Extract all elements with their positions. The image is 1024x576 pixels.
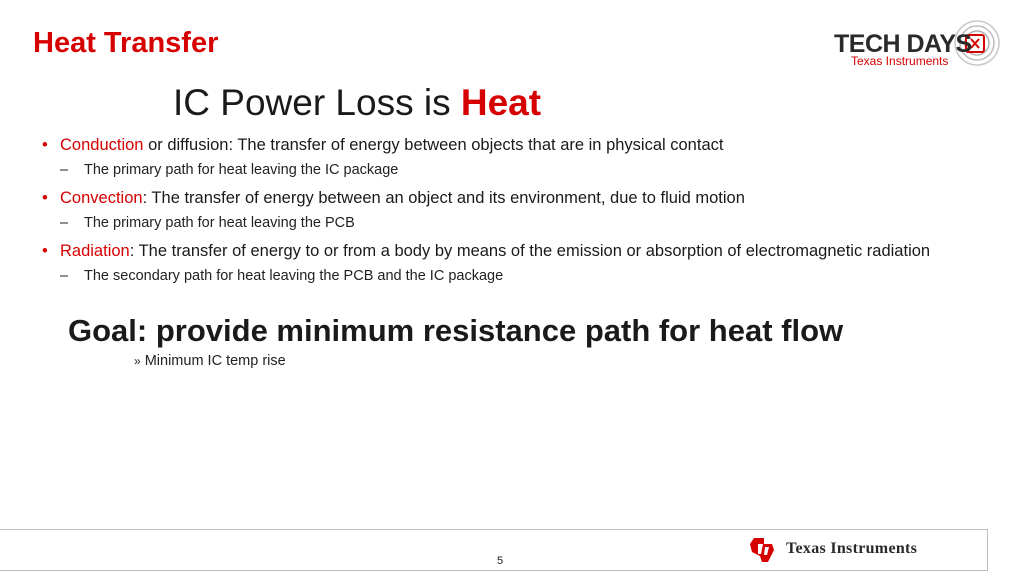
- logo-subtitle: Texas Instruments: [851, 54, 949, 68]
- bullet-dot-icon: •: [42, 242, 48, 260]
- dash-icon: –: [60, 162, 69, 178]
- slide-title: Heat Transfer: [33, 27, 219, 59]
- headline-accent: Heat: [460, 82, 542, 123]
- bullet-radiation: [42, 240, 962, 262]
- bullet-text: : The transfer of energy between an object and its environment, due to fluid motion: [142, 189, 745, 207]
- bullet-keyword: Radiation: [60, 242, 130, 260]
- bullet-text: or diffusion: The transfer of energy between objects that are in physical contact: [143, 136, 724, 154]
- sub-bullet: [42, 213, 962, 233]
- bullet-keyword: Convection: [60, 189, 143, 207]
- bullet-dot-icon: •: [42, 136, 48, 154]
- sub-bullet: [42, 160, 962, 180]
- bullet-dot-icon: •: [42, 189, 48, 207]
- sub-bullet-text: The secondary path for heat leaving the PCB and the IC package: [84, 268, 504, 284]
- headline: [173, 82, 541, 124]
- sub-bullet: [42, 266, 962, 286]
- bullet-convection: [42, 187, 962, 209]
- dash-icon: –: [60, 215, 69, 231]
- dash-icon: –: [60, 268, 69, 284]
- bullet-conduction: [42, 134, 962, 156]
- tech-days-logo: [832, 12, 1004, 72]
- goal-subpoint: [134, 353, 286, 369]
- goal-subpoint-text: Minimum IC temp rise: [144, 353, 286, 369]
- goal-heading: Goal: provide minimum resistance path for heat flow: [68, 313, 844, 348]
- bullet-keyword: Conduction: [60, 136, 144, 154]
- logo-title: TECH DAYS: [834, 30, 972, 58]
- headline-text: IC Power Loss is: [173, 82, 461, 123]
- ti-logo-icon: [748, 536, 778, 564]
- company-name: Texas Instruments: [786, 540, 918, 557]
- sub-bullet-text: The primary path for heat leaving the IC package: [84, 162, 399, 178]
- page-number: 5: [497, 555, 504, 567]
- double-chevron-icon: »: [134, 354, 141, 368]
- sub-bullet-text: The primary path for heat leaving the PCB: [84, 215, 355, 231]
- bullet-list: [42, 134, 962, 293]
- bullet-text: : The transfer of energy to or from a body by means of the emission or absorption of electromagnetic radiation: [129, 242, 931, 260]
